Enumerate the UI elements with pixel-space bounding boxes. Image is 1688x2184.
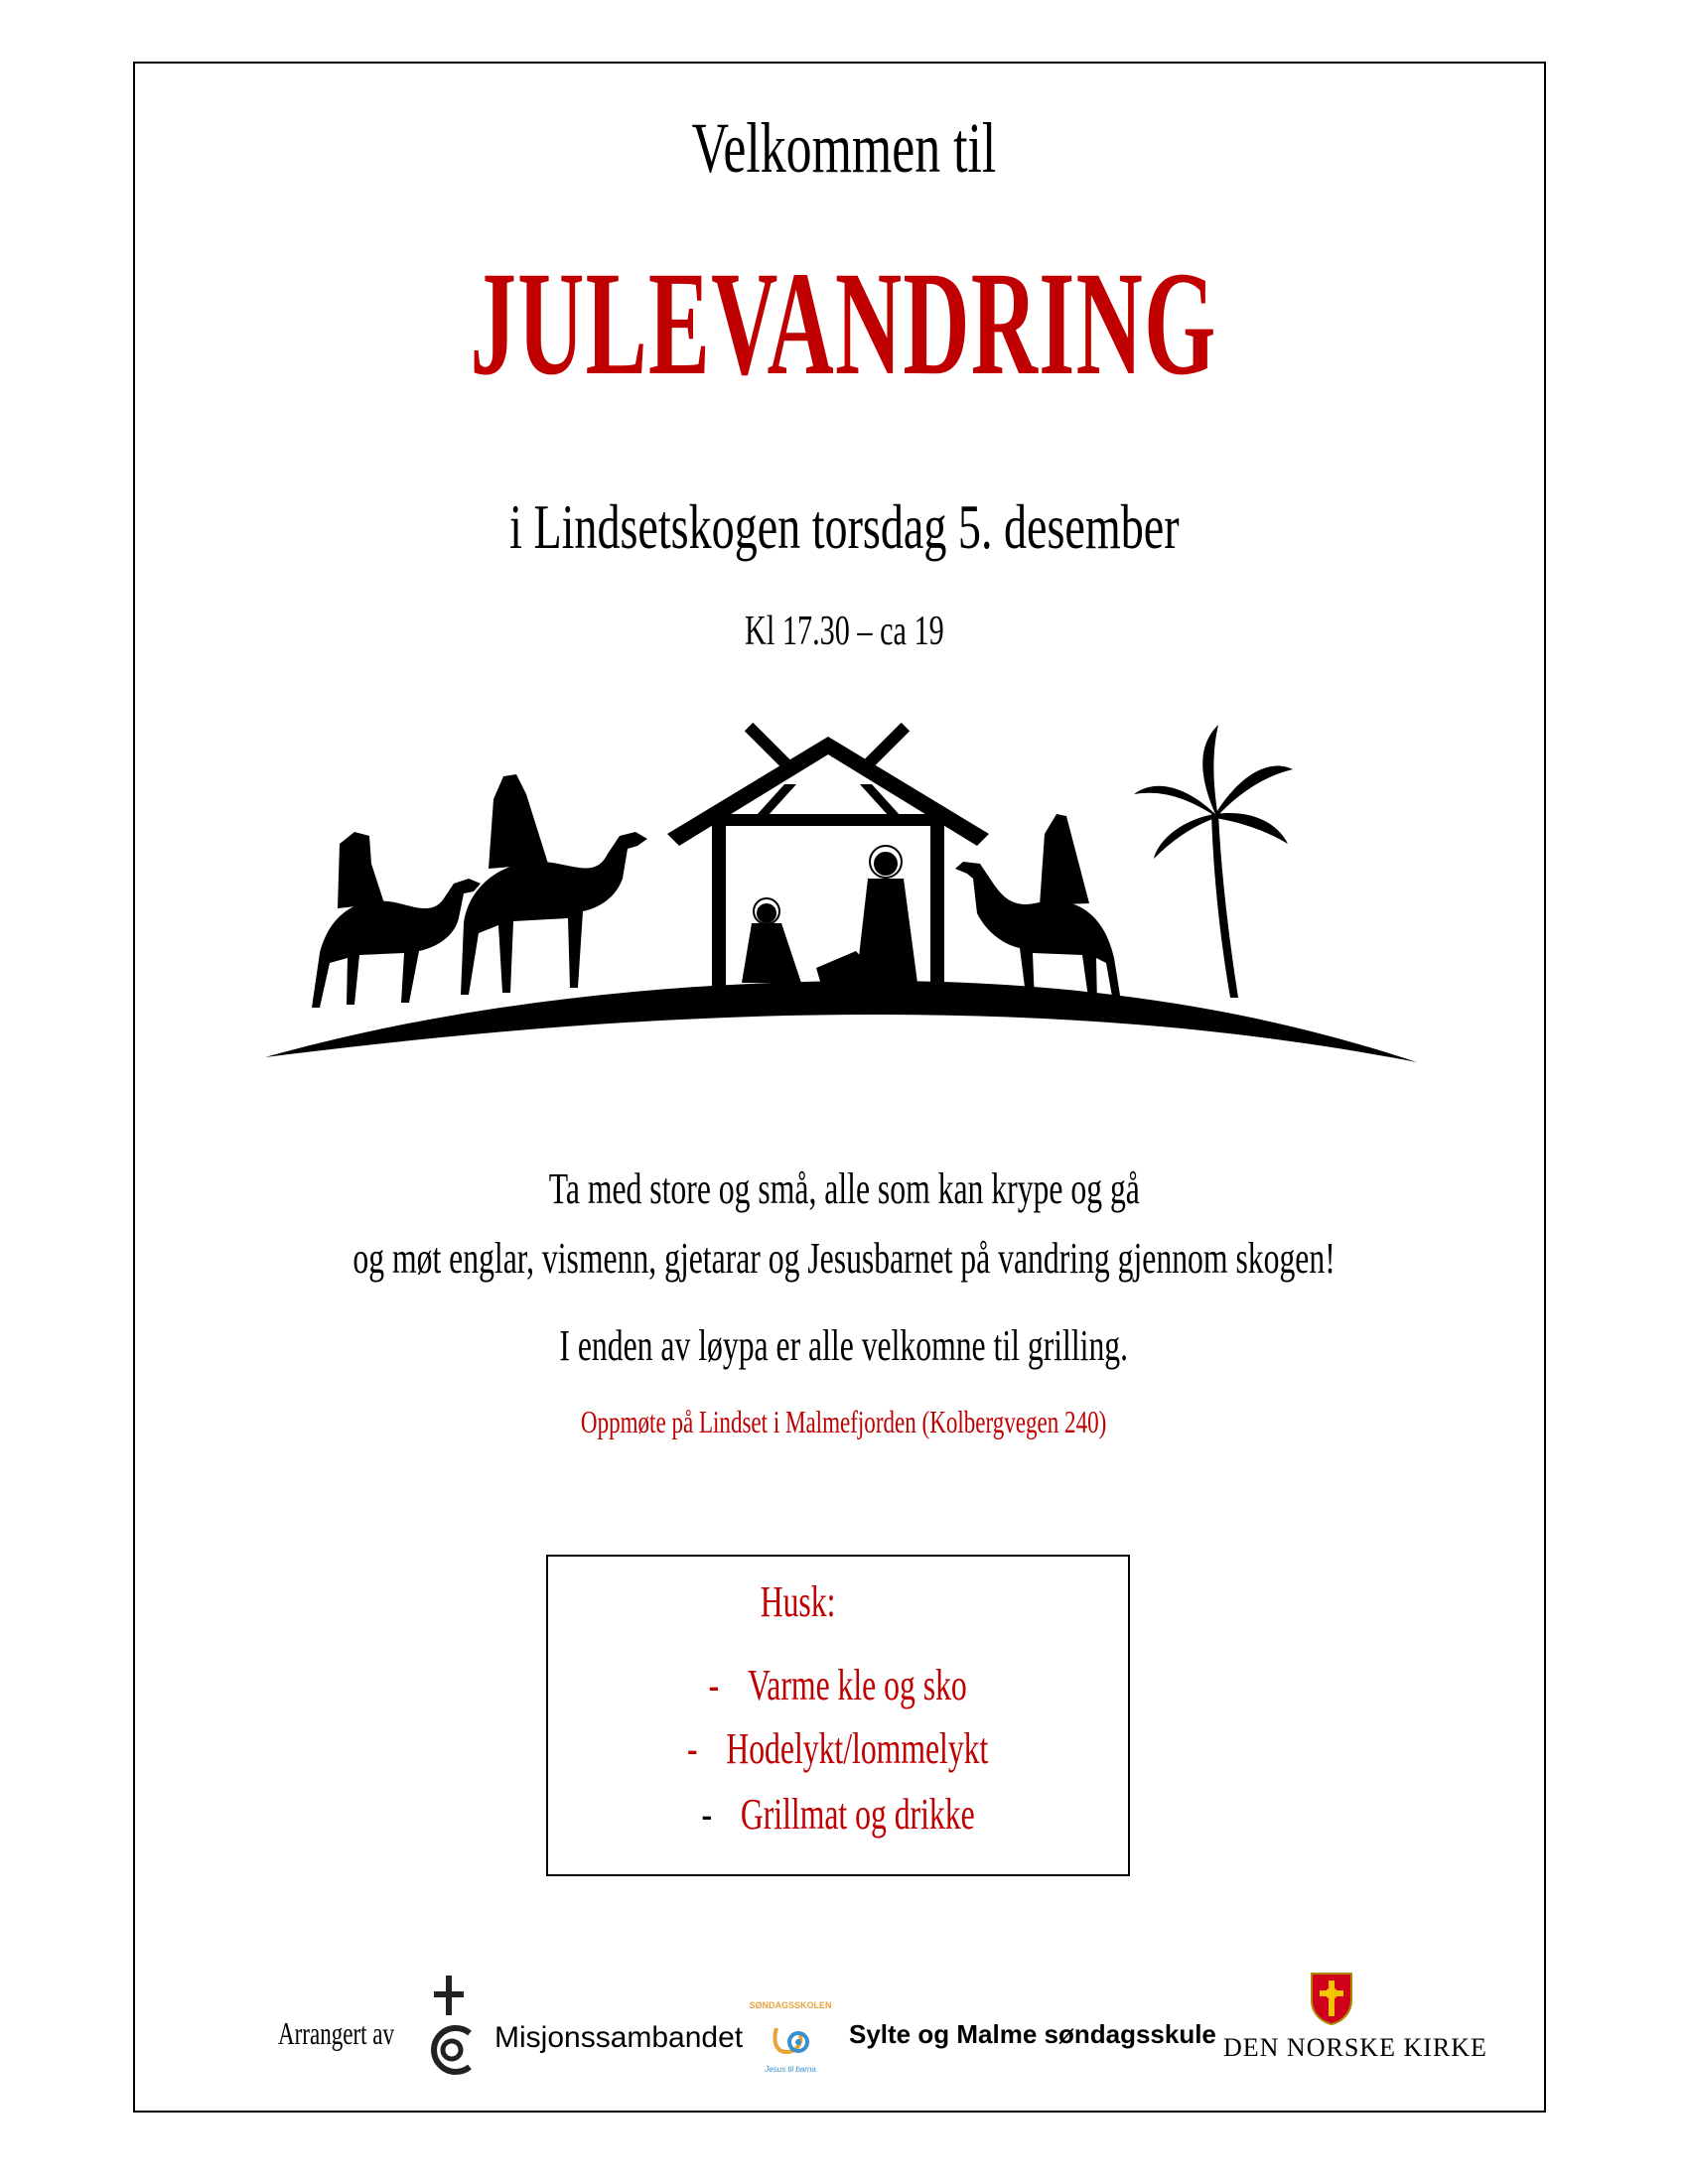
camel-rider-2 (461, 774, 647, 995)
meeting-point: Oppmøte på Lindset i Malmefjorden (Kolbergvegen 240) (581, 1404, 1107, 1439)
misjonssambandet-logo-icon (422, 1976, 482, 2085)
event-title: JULEVANDRING (470, 241, 1218, 406)
sondagsskolen-logo-subtext: Jesus til barna (765, 2065, 816, 2074)
den-norske-kirke-shield-icon (1309, 1971, 1354, 2026)
sondagsskolen-logo-text: SØNDAGSSKOLEN (749, 2000, 832, 2010)
reminder-item: - Grillmat og drikke (701, 1790, 975, 1839)
stable-silhouette (667, 723, 989, 993)
invitation-line-1: Ta med store og små, alle som kan krype og gå (548, 1164, 1140, 1213)
org-name-sondagsskule: Sylte og Malme søndagsskule (849, 2019, 1216, 2049)
camel-rider-3 (955, 814, 1122, 1008)
event-time: Kl 17.30 – ca 19 (744, 609, 944, 654)
sondagsskolen-logo-icon (747, 1990, 834, 2078)
mary-figure (742, 898, 801, 983)
event-subtitle: i Lindsetskogen torsdag 5. desember (508, 491, 1180, 562)
reminder-item: - Varme kle og sko (708, 1661, 968, 1709)
org-name-den-norske-kirke: DEN NORSKE KIRKE (1223, 2033, 1487, 2062)
invitation-line-3: I enden av løypa er alle velkomne til grilling. (559, 1321, 1129, 1370)
palm-tree-silhouette (1134, 725, 1293, 998)
reminder-box (546, 1555, 1130, 1876)
welcome-heading: Velkommen til (691, 108, 997, 188)
reminder-item: - Hodelykt/lommelykt (687, 1724, 989, 1773)
reminder-title: Husk: (761, 1577, 836, 1626)
nativity-scene-illustration (260, 715, 1422, 1072)
invitation-line-2: og møt englar, vismenn, gjetarar og Jesusbarnet på vandring gjennom skogen! (352, 1234, 1336, 1283)
camel-rider-1 (312, 832, 481, 1008)
arranged-by-label: Arrangert av (278, 2015, 395, 2051)
org-name-misjonssambandet: Misjonssambandet (494, 2021, 744, 2054)
hill-silhouette (265, 981, 1417, 1062)
